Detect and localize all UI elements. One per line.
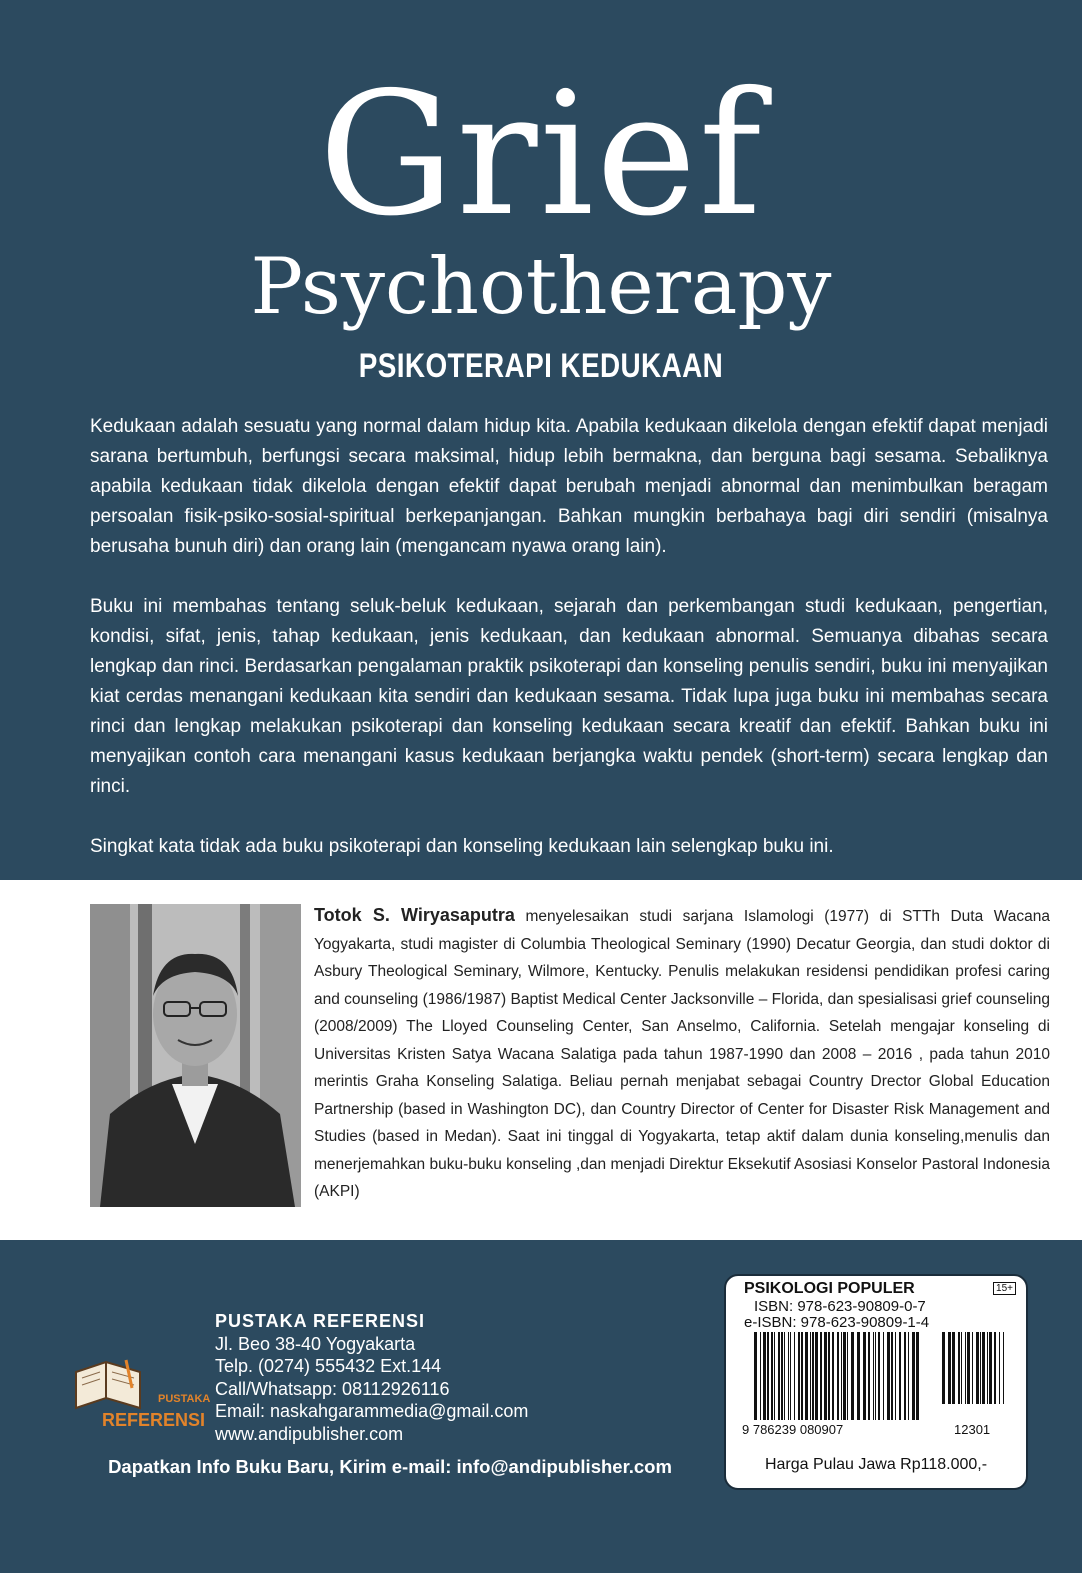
isbn-number: ISBN: 978-623-90809-0-7 xyxy=(754,1298,926,1315)
author-section xyxy=(0,880,1082,1240)
blurb xyxy=(90,412,1048,892)
eisbn-number: e-ISBN: 978-623-90809-1-4 xyxy=(744,1314,930,1331)
isbn-box xyxy=(724,1274,1028,1490)
author-name: Totok S. Wiryasaputra xyxy=(314,905,515,925)
age-rating-badge: 15+ xyxy=(993,1282,1016,1295)
barcode-addon-digits: 12301 xyxy=(954,1422,991,1437)
logo-text-bottom: REFERENSI xyxy=(102,1410,206,1430)
barcode-bars xyxy=(754,1332,919,1420)
promo-line: Dapatkan Info Buku Baru, Kirim e-mail: info@andipublisher.com xyxy=(108,1456,672,1477)
category-label: PSIKOLOGI POPULER xyxy=(744,1280,915,1297)
publisher-website: www.andipublisher.com xyxy=(215,1423,404,1444)
book-icon xyxy=(76,1360,140,1408)
publisher-email: Email: naskahgarammedia@gmail.com xyxy=(215,1401,529,1421)
indonesian-title: PSIKOTERAPI KEDUKAAN xyxy=(358,347,724,385)
blurb-paragraph: Buku ini membahas tentang seluk-beluk kedukaan, sejarah dan perkembangan studi kedukaan, pengertian, kondisi, sifat, jenis, tahap kedukaan, jenis kedukaan, dan kedukaan abnormal. Semuanya dibahas secara lengkap dan rinci. Berdasarkan pengalaman praktik psikoterapi dan konseling penulis sendiri, buku ini menyajikan kiat cerdas menangani kedukaan kita sendiri dan kedukaan sesama. Tidak lupa juga buku ini membahas secara rinci dan lengkap melakukan psikoterapi dan konseling kedukaan secara kreatif dan efektif. Bahkan buku ini menyajikan contoh cara menangani kasus kedukaan berjangka waktu pendek (short-term) secara lengkap dan rinci. xyxy=(90,596,1048,797)
book-subtitle: Psychotherapy xyxy=(250,242,832,332)
barcode-digits: 9 786239 080907 xyxy=(742,1422,844,1437)
publisher-logo xyxy=(70,1358,211,1436)
logo-text-top: PUSTAKA xyxy=(158,1393,211,1405)
blurb-paragraph: Kedukaan adalah sesuatu yang normal dalam hidup kita. Apabila kedukaan dikelola dengan efektif dapat menjadi sarana bertumbuh, berfungsi secara maksimal, hidup lebih bermakna, dan berguna bagi sesama. Sebaliknya apabila kedukaan tidak dikelola dengan efektif dapat berubah menjadi abnormal dan menimbulkan beragam persoalan fisik-psiko-sosial-spiritual berkepanjangan. Bahkan mungkin berbahaya bagi diri sendiri (misalnya berusaha bunuh diri) dan orang lain (mengancam nyawa orang lain). xyxy=(90,416,1048,557)
publisher-name: PUSTAKA REFERENSI xyxy=(215,1311,426,1331)
author-bio xyxy=(314,902,1050,1206)
publisher-whatsapp: Call/Whatsapp: 08112926116 xyxy=(215,1378,450,1399)
price-label: Harga Pulau Jawa Rp118.000,- xyxy=(764,1456,988,1473)
author-photo xyxy=(90,904,301,1207)
publisher-phone: Telp. (0274) 555432 Ext.144 xyxy=(215,1356,442,1376)
barcode-addon-bars xyxy=(942,1332,1004,1404)
book-title: Grief xyxy=(318,56,764,254)
publisher-address: Jl. Beo 38-40 Yogyakarta xyxy=(215,1333,416,1354)
author-portrait-icon xyxy=(90,904,301,1207)
publisher-info xyxy=(215,1310,528,1445)
blurb-paragraph: Singkat kata tidak ada buku psikoterapi dan konseling kedukaan lain selengkap buku ini. xyxy=(90,836,834,857)
barcode xyxy=(740,1332,1012,1436)
author-bio-text: menyelesaikan studi sarjana Islamologi (1977) di STTh Duta Wacana Yogyakarta, studi magister di Columbia Theological Seminary (1990) Decatur Georgia, dan studi doktor di Asbury Theological Seminary, Wilmore, Kentucky. Penulis melakukan residensi pendidikan profesi caring and counseling (1986/1987) Baptist Medical Center Jacksonville – Florida, dan spesialisasi grief counseling (2008/2009) The Lloyed Counseling Center, San Anselmo, California. Setelah mengajar konseling di Universitas Kristen Satya Wacana Salatiga pada tahun 1987-1990 dan 2008 – 2016 , pada tahun 2010 merintis Graha Konseling Salatiga. Beliau pernah menjabat sebagai Country Drector Global Education Partnership (based in Washington DC), dan Country Director of Center for Disaster Risk Management and Studies (based in Medan). Saat ini tinggal di Yogyakarta, tetap aktif dalam dunia konseling,menulis dan menerjemahkan buku-buku konseling ,dan menjadi Direktur Eksekutif Asosiasi Konselor Pastoral Indonesia (AKPI) xyxy=(314,908,1050,1200)
